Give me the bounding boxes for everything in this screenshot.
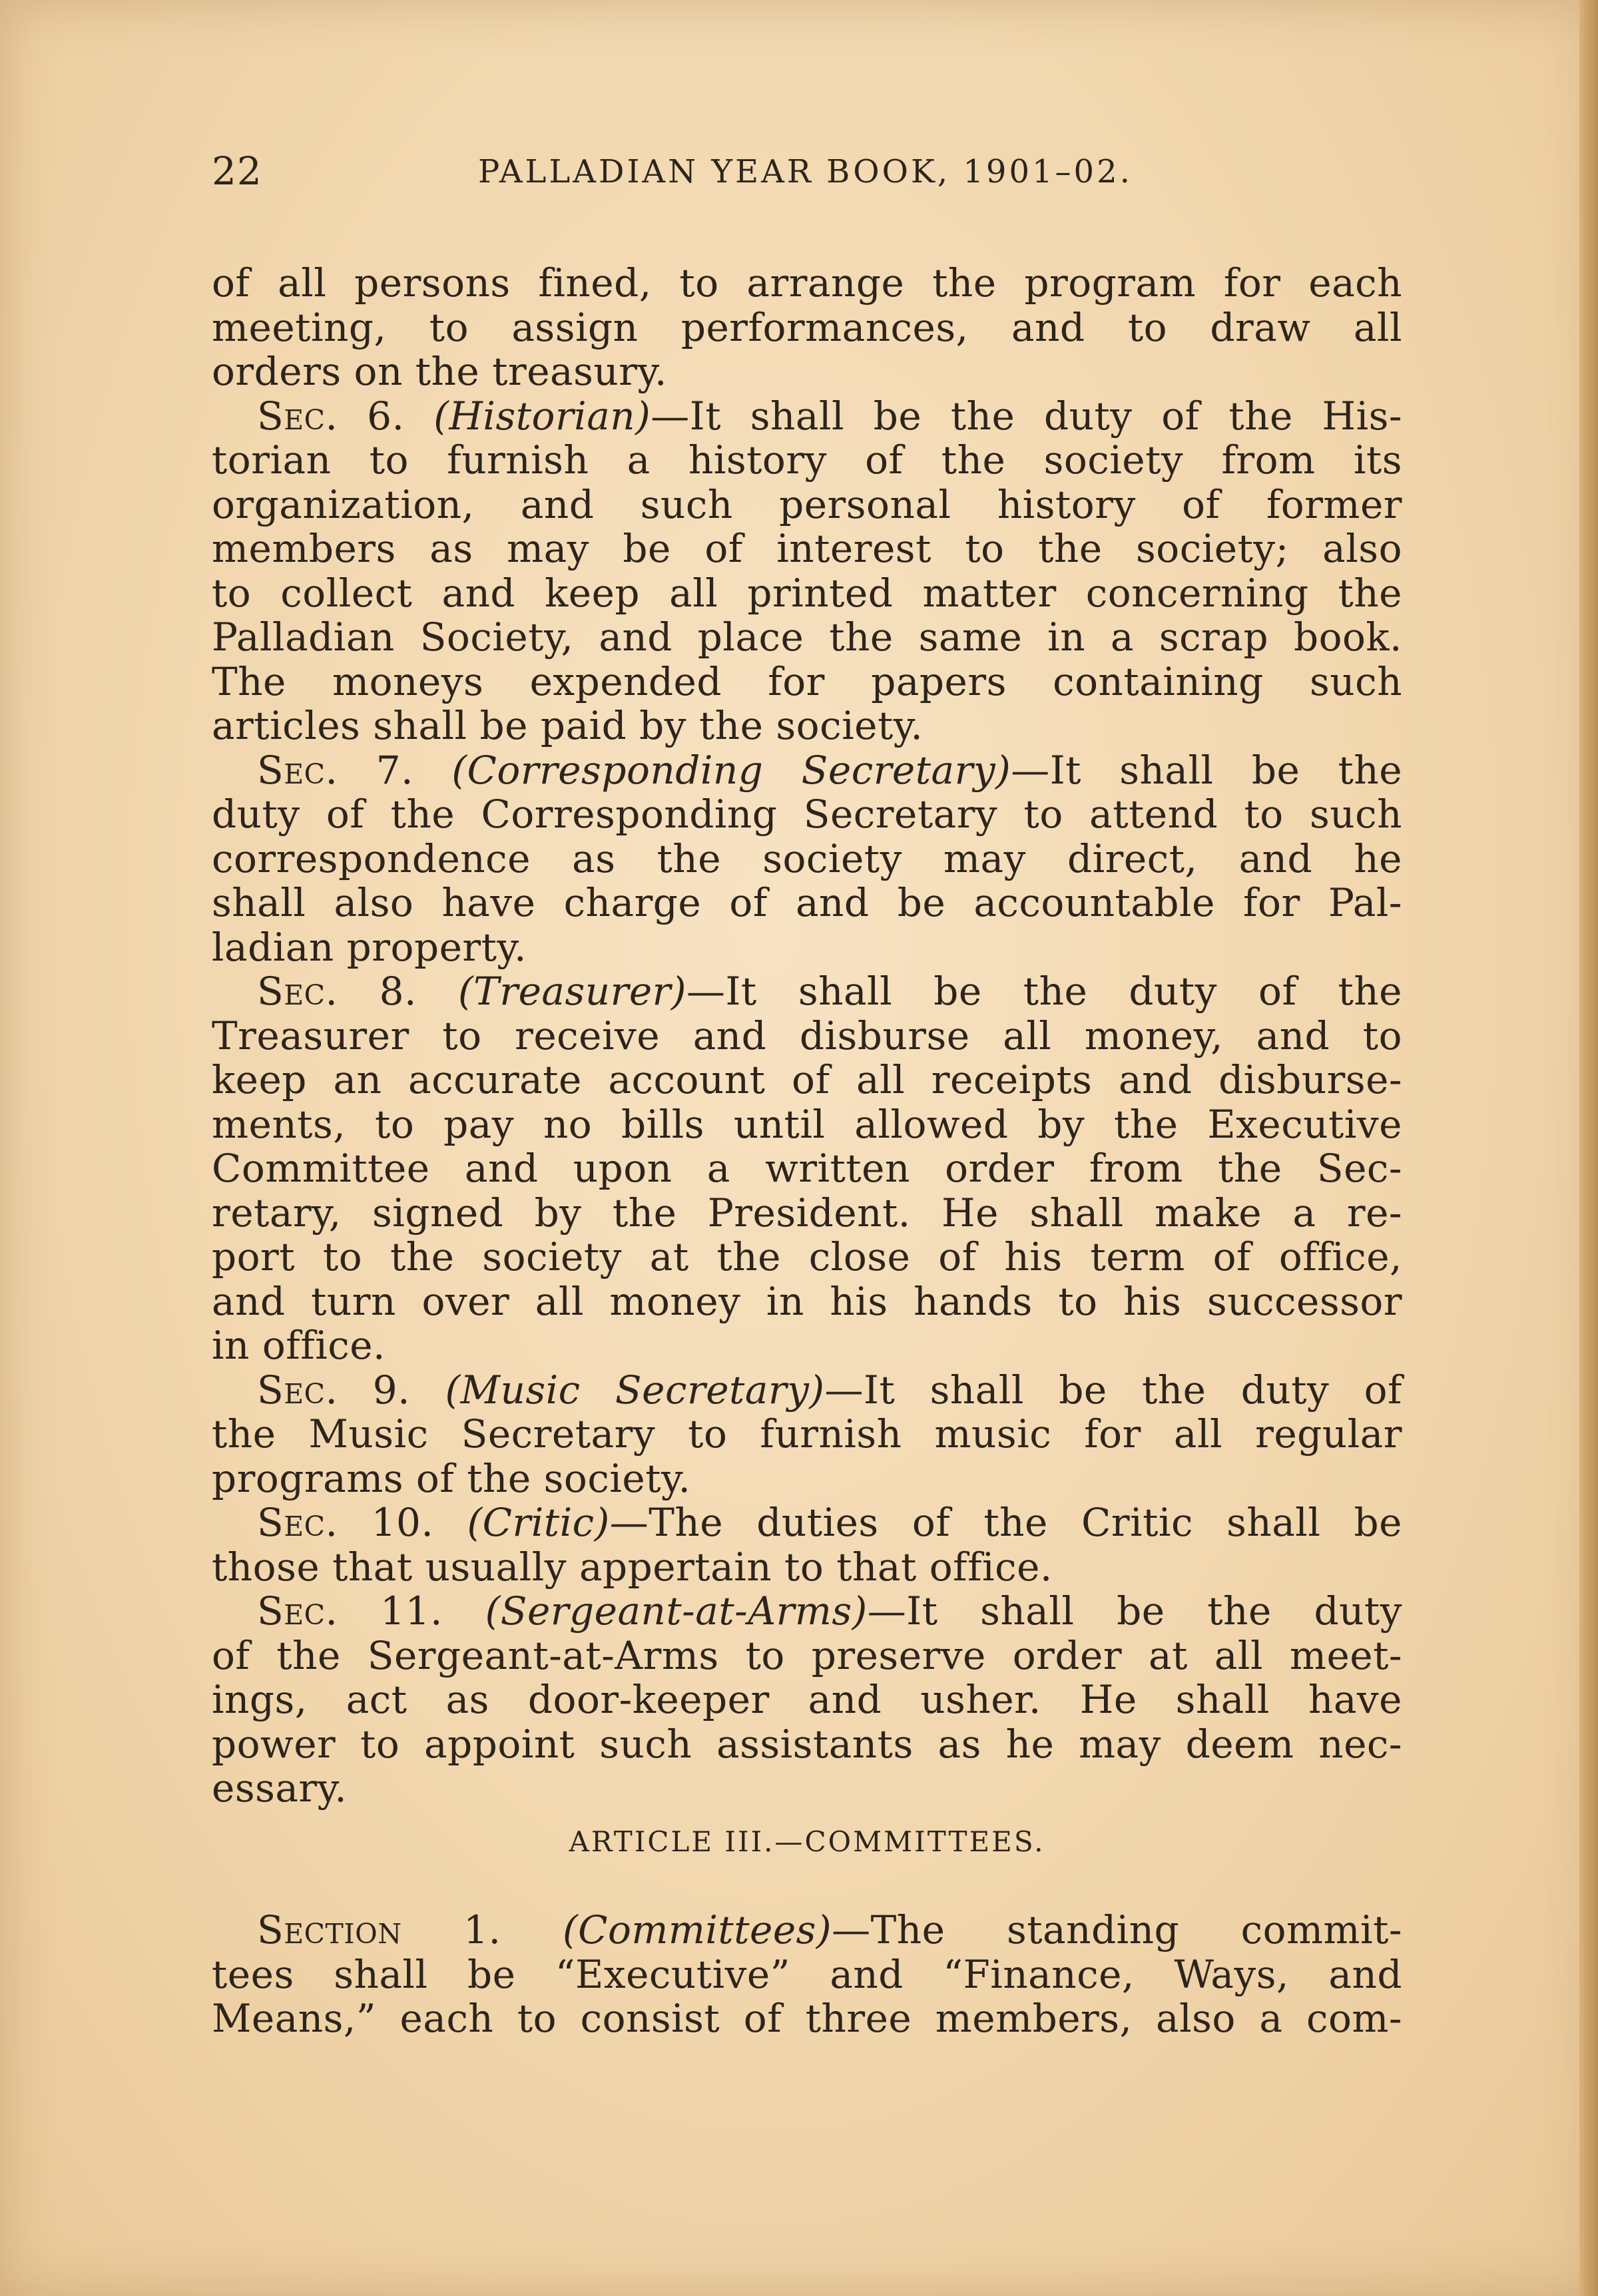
line-text: keep an accurate account of all receipts and disburse-: [212, 1057, 1402, 1102]
text-line: [212, 1323, 1402, 1368]
article-heading: ARTICLE III.—COMMITTEES.: [569, 1825, 1045, 1858]
text-line: [212, 349, 1402, 394]
text-line: [212, 1279, 1402, 1324]
text-line: [212, 792, 1402, 837]
line-text: Treasurer to receive and disburse all money, and to: [212, 1013, 1402, 1058]
text-line: [212, 1678, 1402, 1722]
line-text: tees shall be “Executive” and “Finance, Ways, and: [212, 1951, 1402, 1997]
line-text: —It shall be the duty of: [824, 1367, 1403, 1413]
line-text: to collect and keep all printed matter concerning the: [212, 570, 1402, 616]
page-header: [212, 148, 1410, 194]
line-text: ladian property.: [212, 924, 527, 970]
section-label: Sec. 6.: [257, 393, 405, 439]
section-title: (Critic): [467, 1500, 610, 1545]
text-line: [212, 1146, 1402, 1191]
text-line: [212, 1545, 1402, 1590]
text-line: [212, 837, 1402, 881]
line-text: —The duties of the Critic shall be: [609, 1500, 1402, 1545]
line-text: power to appoint such assistants as he may deem nec-: [212, 1721, 1402, 1767]
line-text: in office.: [212, 1323, 386, 1368]
text-line: [212, 615, 1402, 660]
section-title: (Sergeant-at-Arms): [485, 1588, 868, 1634]
line-text: —It shall be the duty: [867, 1588, 1402, 1634]
section-title: (Committees): [562, 1907, 832, 1952]
section-label: Sec. 8.: [257, 969, 417, 1014]
text-line: [212, 1952, 1402, 1997]
text-line: [212, 1058, 1402, 1102]
page-edge: [1579, 0, 1598, 2296]
text-line: [212, 1722, 1402, 1767]
section-title: (Historian): [433, 393, 651, 439]
line-text: torian to furnish a history of the society from its: [212, 437, 1402, 483]
text-line: [212, 1235, 1402, 1279]
text-line: [212, 925, 1402, 970]
line-text: ments, to pay no bills until allowed by the Executive: [212, 1101, 1402, 1147]
section-label: Section 1.: [257, 1907, 501, 1952]
line-text: retary, signed by the President. He shall make a re-: [212, 1190, 1402, 1236]
text-line: [212, 881, 1402, 925]
text-line: [212, 969, 1402, 1014]
line-text: ings, act as door-keeper and usher. He shall have: [212, 1677, 1402, 1722]
line-text: articles shall be paid by the society.: [212, 703, 924, 748]
text-line: [212, 704, 1402, 748]
text-line: [212, 1500, 1402, 1545]
text-line: [212, 1908, 1402, 1952]
text-line: [212, 1996, 1402, 2041]
text-line: [212, 748, 1402, 793]
text-line: [212, 1457, 1402, 1501]
line-text: of all persons fined, to arrange the program for each: [212, 260, 1402, 306]
page-number: 22: [212, 148, 262, 194]
text-line: [212, 483, 1402, 527]
line-text: Palladian Society, and place the same in a scrap book.: [212, 614, 1402, 660]
line-text: essary.: [212, 1765, 348, 1811]
line-text: —It shall be the: [1011, 747, 1403, 793]
line-text: of the Sergeant-at-Arms to preserve order at all meet-: [212, 1632, 1402, 1678]
line-text: organization, and such personal history of former: [212, 481, 1402, 527]
section-title: (Corresponding Secretary): [451, 747, 1011, 793]
section-label: Sec. 11.: [257, 1588, 443, 1634]
line-text: Committee and upon a written order from the Sec-: [212, 1146, 1402, 1191]
line-text: members as may be of interest to the society; also: [212, 526, 1402, 571]
text-line: [212, 1102, 1402, 1147]
line-text: and turn over all money in his hands to his successor: [212, 1278, 1402, 1324]
line-text: —It shall be the duty of the His-: [651, 393, 1403, 439]
section-label: Sec. 9.: [257, 1367, 411, 1413]
running-title: PALLADIAN YEAR BOOK, 1901–02.: [478, 153, 1133, 190]
line-text: —It shall be the duty of the: [686, 969, 1402, 1014]
section-title: (Music Secretary): [445, 1367, 825, 1413]
line-text: meeting, to assign performances, and to draw all: [212, 304, 1402, 350]
text-line: [212, 1191, 1402, 1236]
line-text: The moneys expended for papers containing such: [212, 658, 1402, 704]
text-line: [212, 1766, 1402, 1811]
text-line: [212, 1368, 1402, 1413]
text-line: [212, 571, 1402, 616]
section1-text-block: [212, 1908, 1402, 2041]
section-label: Sec. 7.: [257, 747, 414, 793]
text-line: [212, 527, 1402, 571]
text-line: [212, 306, 1402, 350]
section-title: (Treasurer): [458, 969, 686, 1014]
text-line: [212, 660, 1402, 704]
line-text: shall also have charge of and be accountable for Pal-: [212, 880, 1402, 925]
line-text: programs of the society.: [212, 1455, 691, 1501]
line-text: correspondence as the society may direct, and he: [212, 835, 1402, 881]
text-line: [212, 1412, 1402, 1457]
main-text-block: [212, 261, 1402, 1811]
text-line: [212, 261, 1402, 306]
line-text: orders on the treasury.: [212, 349, 667, 394]
section-label: Sec. 10.: [257, 1500, 434, 1545]
text-line: [212, 1589, 1402, 1634]
line-text: the Music Secretary to furnish music for all regular: [212, 1411, 1402, 1457]
text-line: [212, 1014, 1402, 1058]
text-line: [212, 438, 1402, 483]
text-line: [212, 394, 1402, 439]
text-line: [212, 1634, 1402, 1678]
line-text: those that usually appertain to that office.: [212, 1544, 1053, 1590]
line-text: Means,” each to consist of three members, also a com-: [212, 1996, 1402, 2041]
line-text: —The standing commit-: [832, 1907, 1402, 1952]
line-text: duty of the Corresponding Secretary to attend to such: [212, 792, 1402, 837]
body-text: [212, 260, 1403, 2041]
line-text: port to the society at the close of his term of office,: [212, 1234, 1402, 1279]
